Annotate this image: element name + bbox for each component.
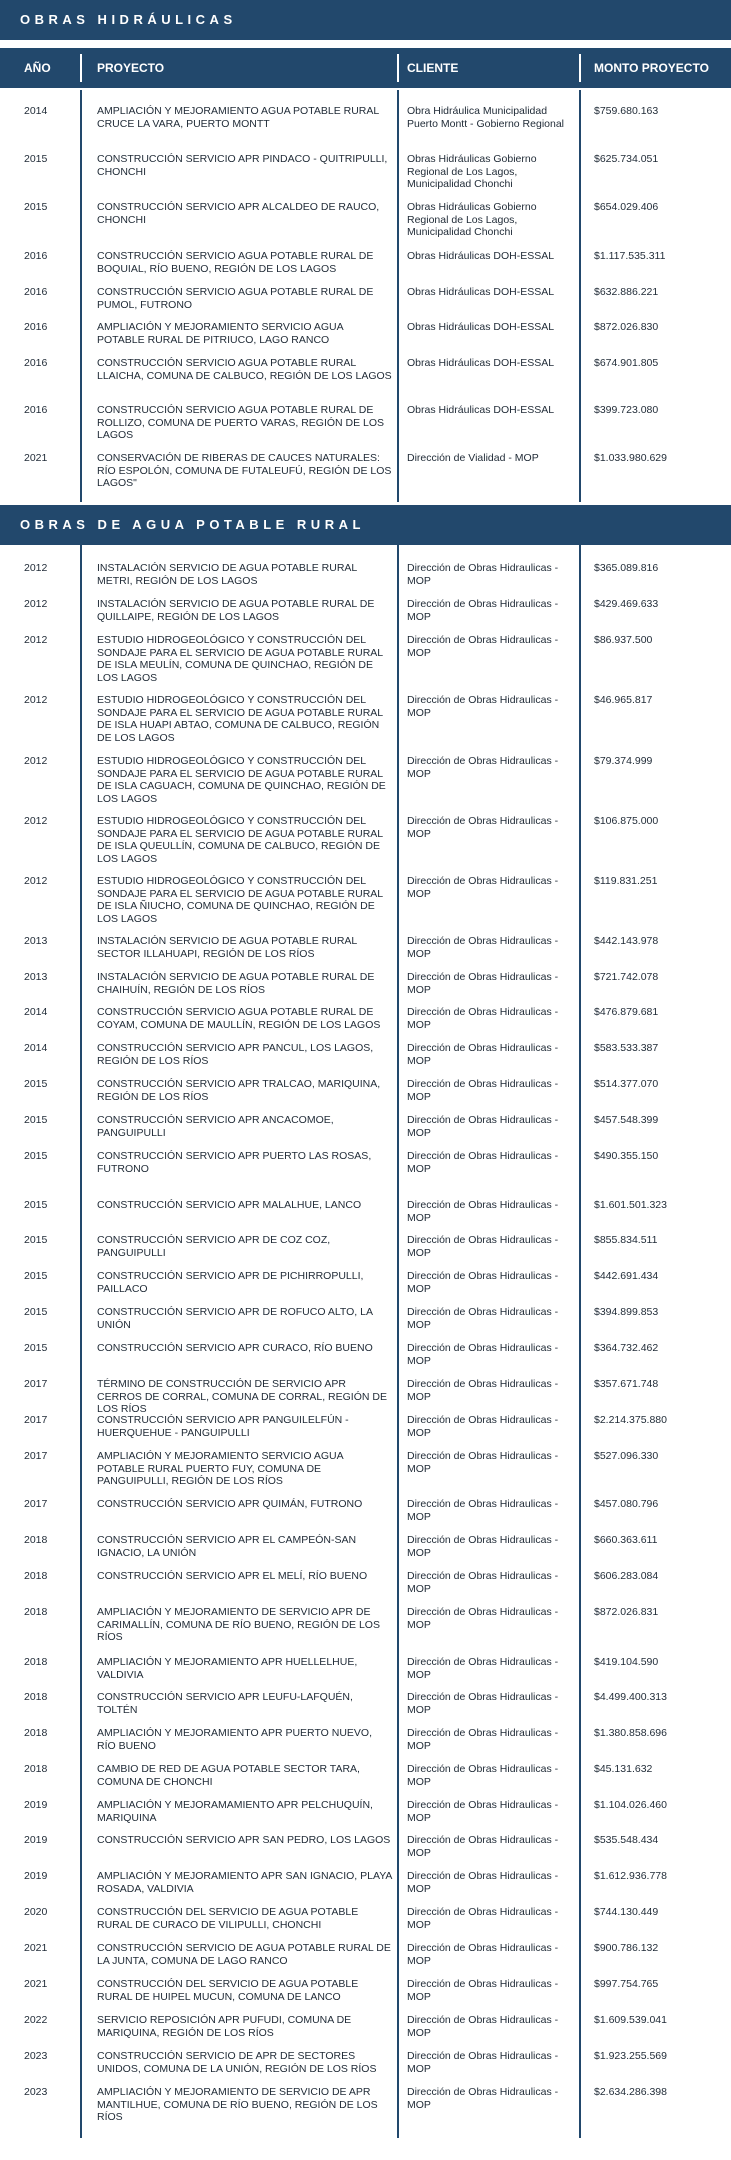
cell-project: AMPLIACIÓN Y MEJORAMIENTO DE SERVICIO APR DE CARIMALLÍN, COMUNA DE RÍO BUENO, REGIÓN DE LOS RÍOS	[97, 1606, 380, 1643]
cell-year: 2015	[24, 153, 48, 165]
cell-year: 2015	[24, 1270, 48, 1282]
cell-year: 2020	[24, 1906, 48, 1918]
cell-amount: $457.548.399	[594, 1114, 659, 1126]
cell-client: Dirección de Obras Hidraulicas - MOP	[407, 1870, 559, 1895]
cell-year: 2017	[24, 1378, 48, 1390]
cell-client: Dirección de Obras Hidraulicas - MOP	[407, 1306, 559, 1331]
cell-year: 2022	[24, 2014, 48, 2026]
cell-year: 2014	[24, 105, 48, 117]
cell-year: 2015	[24, 1234, 48, 1246]
cell-amount: $106.875.000	[594, 815, 659, 827]
cell-client: Dirección de Obras Hidraulicas - MOP	[407, 1942, 559, 1967]
cell-amount: $4.499.400.313	[594, 1691, 667, 1703]
cell-client: Obras Hidráulicas DOH-ESSAL	[407, 286, 555, 298]
header-divider	[579, 54, 581, 82]
cell-year: 2018	[24, 1727, 48, 1739]
cell-project: CONSTRUCCIÓN SERVICIO APR ANCACOMOE, PANGUIPULLI	[97, 1114, 334, 1139]
cell-project: INSTALACIÓN SERVICIO DE AGUA POTABLE RURAL DE QUILLAIPE, REGIÓN DE LOS LAGOS	[97, 598, 375, 623]
cell-year: 2012	[24, 694, 48, 706]
cell-amount: $1.612.936.778	[594, 1870, 667, 1882]
cell-client: Dirección de Obras Hidraulicas - MOP	[407, 1799, 559, 1824]
cell-project: CONSTRUCCIÓN SERVICIO AGUA POTABLE RURAL DE ROLLIZO, COMUNA DE PUERTO VARAS, REGIÓN DE LOS LAGOS	[97, 404, 385, 441]
cell-year: 2016	[24, 250, 48, 262]
cell-amount: $46.965.817	[594, 694, 653, 706]
cell-client: Dirección de Obras Hidraulicas - MOP	[407, 1656, 559, 1681]
cell-amount: $419.104.590	[594, 1656, 659, 1668]
cell-client: Dirección de Obras Hidraulicas - MOP	[407, 1727, 559, 1752]
column-divider	[80, 90, 82, 502]
cell-project: SERVICIO REPOSICIÓN APR PUFUDI, COMUNA DE MARIQUINA, REGIÓN DE LOS RÍOS	[97, 2014, 352, 2039]
cell-amount: $759.680.163	[594, 105, 659, 117]
cell-amount: $674.901.805	[594, 357, 659, 369]
cell-client: Dirección de Obras Hidraulicas - MOP	[407, 562, 559, 587]
column-header-amount: MONTO PROYECTO	[594, 61, 709, 75]
column-divider	[397, 545, 399, 2138]
cell-amount: $855.834.511	[594, 1234, 658, 1246]
cell-project: AMPLIACIÓN Y MEJORAMIENTO APR HUELLELHUE, VALDIVIA	[97, 1656, 358, 1681]
cell-client: Dirección de Obras Hidraulicas - MOP	[407, 1342, 559, 1367]
cell-year: 2018	[24, 1606, 48, 1618]
cell-client: Dirección de Obras Hidraulicas - MOP	[407, 1378, 559, 1403]
cell-project: CONSTRUCCIÓN SERVICIO APR DE COZ COZ, PANGUIPULLI	[97, 1234, 331, 1259]
cell-client: Dirección de Obras Hidraulicas - MOP	[407, 1691, 559, 1716]
cell-amount: $119.831.251	[594, 875, 658, 887]
cell-client: Dirección de Obras Hidraulicas - MOP	[407, 1534, 559, 1559]
cell-year: 2015	[24, 1114, 48, 1126]
cell-year: 2013	[24, 935, 48, 947]
cell-project: CONSTRUCCIÓN SERVICIO APR MALALHUE, LANCO	[97, 1199, 362, 1211]
cell-project: CONSTRUCCIÓN SERVICIO AGUA POTABLE RURAL DE BOQUIAL, RÍO BUENO, REGIÓN DE LOS LAGOS	[97, 250, 374, 275]
cell-project: ESTUDIO HIDROGEOLÓGICO Y CONSTRUCCIÓN DEL SONDAJE PARA EL SERVICIO DE AGUA POTABLE RURAL DE ISLA MEULÍN, COMUNA DE QUINCHAO, REGIÓN DE LOS LAGOS	[97, 634, 383, 684]
cell-amount: $632.886.221	[594, 286, 659, 298]
cell-project: AMPLIACIÓN Y MEJORAMIENTO SERVICIO AGUA POTABLE RURAL PUERTO FUY, COMUNA DE PANGUIPULLI, REGIÓN DE LOS RÍOS	[97, 1450, 344, 1487]
cell-client: Dirección de Obras Hidraulicas - MOP	[407, 1006, 559, 1031]
column-divider	[579, 545, 581, 2138]
cell-amount: $1.380.858.696	[594, 1727, 667, 1739]
header-divider	[80, 54, 82, 82]
cell-year: 2012	[24, 634, 48, 646]
cell-client: Dirección de Obras Hidraulicas - MOP	[407, 935, 559, 960]
cell-project: CONSTRUCCIÓN SERVICIO AGUA POTABLE RURAL LLAICHA, COMUNA DE CALBUCO, REGIÓN DE LOS LAGOS	[97, 357, 392, 382]
cell-project: CONSTRUCCIÓN SERVICIO APR QUIMÁN, FUTRONO	[97, 1498, 363, 1510]
cell-amount: $45.131.632	[594, 1763, 653, 1775]
cell-client: Obras Hidráulicas Gobierno Regional de Los Lagos, Municipalidad Chonchi	[407, 201, 537, 238]
cell-client: Dirección de Obras Hidraulicas - MOP	[407, 1199, 559, 1224]
cell-year: 2014	[24, 1006, 48, 1018]
cell-amount: $429.469.633	[594, 598, 659, 610]
cell-amount: $2.634.286.398	[594, 2086, 667, 2098]
cell-amount: $606.283.084	[594, 1570, 659, 1582]
cell-year: 2019	[24, 1799, 48, 1811]
cell-project: ESTUDIO HIDROGEOLÓGICO Y CONSTRUCCIÓN DEL SONDAJE PARA EL SERVICIO DE AGUA POTABLE RURAL DE ISLA CAGUACH, COMUNA DE QUINCHAO, REGIÓN DE LOS LAGOS	[97, 755, 386, 805]
cell-client: Dirección de Obras Hidraulicas - MOP	[407, 1150, 559, 1175]
cell-project: CONSTRUCCIÓN SERVICIO APR DE ROFUCO ALTO, LA UNIÓN	[97, 1306, 373, 1331]
cell-project: ESTUDIO HIDROGEOLÓGICO Y CONSTRUCCIÓN DEL SONDAJE PARA EL SERVICIO DE AGUA POTABLE RURAL DE ISLA ÑIUCHO, COMUNA DE QUINCHAO, REGIÓN DE LOS LAGOS	[97, 875, 383, 925]
cell-amount: $365.089.816	[594, 562, 659, 574]
cell-year: 2016	[24, 321, 48, 333]
cell-client: Dirección de Obras Hidraulicas - MOP	[407, 1570, 559, 1595]
cell-year: 2021	[24, 1978, 48, 1990]
cell-year: 2013	[24, 971, 48, 983]
cell-year: 2015	[24, 1342, 48, 1354]
cell-project: CAMBIO DE RED DE AGUA POTABLE SECTOR TARA, COMUNA DE CHONCHI	[97, 1763, 360, 1788]
cell-client: Dirección de Obras Hidraulicas - MOP	[407, 1042, 559, 1067]
cell-amount: $660.363.611	[594, 1534, 658, 1546]
cell-client: Dirección de Obras Hidraulicas - MOP	[407, 598, 559, 623]
cell-client: Obras Hidráulicas Gobierno Regional de Los Lagos, Municipalidad Chonchi	[407, 153, 537, 190]
cell-client: Dirección de Obras Hidraulicas - MOP	[407, 2014, 559, 2039]
cell-project: CONSTRUCCIÓN SERVICIO APR ALCALDEO DE RAUCO, CHONCHI	[97, 201, 380, 226]
cell-year: 2012	[24, 815, 48, 827]
cell-project: CONSTRUCCIÓN SERVICIO APR PINDACO - QUITRIPULLI, CHONCHI	[97, 153, 388, 178]
cell-project: AMPLIACIÓN Y MEJORAMIENTO APR SAN IGNACIO, PLAYA ROSADA, VALDIVIA	[97, 1870, 392, 1895]
cell-amount: $1.117.535.311	[594, 250, 666, 262]
cell-project: CONSTRUCCIÓN SERVICIO APR EL MELÍ, RÍO BUENO	[97, 1570, 368, 1582]
cell-amount: $514.377.070	[594, 1078, 659, 1090]
cell-amount: $535.548.434	[594, 1834, 659, 1846]
cell-year: 2023	[24, 2050, 48, 2062]
cell-project: INSTALACIÓN SERVICIO DE AGUA POTABLE RURAL METRI, REGIÓN DE LOS LAGOS	[97, 562, 357, 587]
cell-amount: $2.214.375.880	[594, 1414, 667, 1426]
cell-amount: $1.104.026.460	[594, 1799, 667, 1811]
cell-year: 2015	[24, 201, 48, 213]
column-header-client: CLIENTE	[407, 61, 459, 75]
cell-amount: $872.026.831	[594, 1606, 659, 1618]
cell-amount: $357.671.748	[594, 1378, 659, 1390]
cell-client: Dirección de Obras Hidraulicas - MOP	[407, 971, 559, 996]
cell-project: ESTUDIO HIDROGEOLÓGICO Y CONSTRUCCIÓN DEL SONDAJE PARA EL SERVICIO DE AGUA POTABLE RURAL DE ISLA QUEULLÍN, COMUNA DE CALBUCO, REGIÓN DE LOS LAGOS	[97, 815, 383, 865]
cell-project: AMPLIACIÓN Y MEJORAMIENTO APR PUERTO NUEVO, RÍO BUENO	[97, 1727, 373, 1752]
cell-project: INSTALACIÓN SERVICIO DE AGUA POTABLE RURAL DE CHAIHUÍN, REGIÓN DE LOS RÍOS	[97, 971, 375, 996]
cell-year: 2018	[24, 1691, 48, 1703]
cell-client: Dirección de Obras Hidraulicas - MOP	[407, 1078, 559, 1103]
cell-year: 2012	[24, 875, 48, 887]
cell-amount: $457.080.796	[594, 1498, 659, 1510]
cell-project: CONSTRUCCIÓN SERVICIO AGUA POTABLE RURAL DE COYAM, COMUNA DE MAULLÍN, REGIÓN DE LOS LAGOS	[97, 1006, 381, 1031]
cell-client: Dirección de Obras Hidraulicas - MOP	[407, 1763, 559, 1788]
cell-year: 2018	[24, 1656, 48, 1668]
cell-amount: $997.754.765	[594, 1978, 659, 1990]
cell-client: Dirección de Obras Hidraulicas - MOP	[407, 755, 559, 780]
cell-amount: $900.786.132	[594, 1942, 659, 1954]
cell-year: 2012	[24, 598, 48, 610]
cell-project: AMPLIACIÓN Y MEJORAMIENTO SERVICIO AGUA POTABLE RURAL DE PITRIUCO, LAGO RANCO	[97, 321, 344, 346]
cell-project: CONSTRUCCIÓN SERVICIO APR TRALCAO, MARIQUINA, REGIÓN DE LOS RÍOS	[97, 1078, 381, 1103]
cell-year: 2017	[24, 1450, 48, 1462]
cell-project: AMPLIACIÓN Y MEJORAMIENTO AGUA POTABLE RURAL CRUCE LA VARA, PUERTO MONTT	[97, 105, 379, 130]
cell-amount: $527.096.330	[594, 1450, 659, 1462]
cell-amount: $394.899.853	[594, 1306, 659, 1318]
cell-amount: $442.143.978	[594, 935, 659, 947]
column-header-project: PROYECTO	[97, 61, 165, 75]
cell-amount: $399.723.080	[594, 404, 659, 416]
cell-client: Dirección de Obras Hidraulicas - MOP	[407, 1978, 559, 2003]
cell-year: 2015	[24, 1078, 48, 1090]
cell-year: 2012	[24, 562, 48, 574]
cell-project: CONSTRUCCIÓN SERVICIO APR CURACO, RÍO BUENO	[97, 1342, 373, 1354]
cell-amount: $1.923.255.569	[594, 2050, 667, 2062]
cell-amount: $364.732.462	[594, 1342, 659, 1354]
cell-project: ESTUDIO HIDROGEOLÓGICO Y CONSTRUCCIÓN DEL SONDAJE PARA EL SERVICIO DE AGUA POTABLE RURAL DE ISLA HUAPI ABTAO, COMUNA DE CALBUCO, REGIÓN DE LOS LAGOS	[97, 694, 383, 744]
cell-project: CONSTRUCCIÓN SERVICIO APR SAN PEDRO, LOS LAGOS	[97, 1834, 391, 1846]
cell-client: Obras Hidráulicas DOH-ESSAL	[407, 250, 555, 262]
cell-client: Obras Hidráulicas DOH-ESSAL	[407, 357, 555, 369]
cell-amount: $1.609.539.041	[594, 2014, 667, 2026]
cell-amount: $442.691.434	[594, 1270, 659, 1282]
cell-client: Dirección de Obras Hidraulicas - MOP	[407, 2050, 559, 2075]
cell-year: 2016	[24, 357, 48, 369]
cell-project: INSTALACIÓN SERVICIO DE AGUA POTABLE RURAL SECTOR ILLAHUAPI, REGIÓN DE LOS RÍOS	[97, 935, 357, 960]
cell-year: 2012	[24, 755, 48, 767]
cell-project: AMPLIACIÓN Y MEJORAMAMIENTO APR PELCHUQUÍN, MARIQUINA	[97, 1799, 373, 1824]
cell-project: CONSTRUCCIÓN SERVICIO DE APR DE SECTORES UNIDOS, COMUNA DE LA UNIÓN, REGIÓN DE LOS RÍOS	[97, 2050, 377, 2075]
cell-year: 2019	[24, 1870, 48, 1882]
cell-client: Dirección de Obras Hidraulicas - MOP	[407, 1414, 559, 1439]
cell-amount: $476.879.681	[594, 1006, 659, 1018]
cell-amount: $654.029.406	[594, 201, 659, 213]
cell-project: CONSTRUCCIÓN SERVICIO APR PUERTO LAS ROSAS, FUTRONO	[97, 1150, 372, 1175]
section-title: OBRAS HIDRÁULICAS	[20, 12, 237, 27]
cell-project: CONSTRUCCIÓN SERVICIO AGUA POTABLE RURAL DE PUMOL, FUTRONO	[97, 286, 374, 311]
cell-project: CONSTRUCCIÓN SERVICIO APR PANCUL, LOS LAGOS, REGIÓN DE LOS RÍOS	[97, 1042, 374, 1067]
column-header-year: AÑO	[24, 61, 51, 75]
cell-client: Dirección de Vialidad - MOP	[407, 452, 539, 464]
cell-year: 2018	[24, 1534, 48, 1546]
cell-project: CONSTRUCCIÓN SERVICIO DE AGUA POTABLE RURAL DE LA JUNTA, COMUNA DE LAGO RANCO	[97, 1942, 391, 1967]
cell-client: Dirección de Obras Hidraulicas - MOP	[407, 1834, 559, 1859]
cell-client: Dirección de Obras Hidraulicas - MOP	[407, 1498, 559, 1523]
column-divider	[397, 90, 399, 502]
cell-project: AMPLIACIÓN Y MEJORAMIENTO DE SERVICIO DE APR MANTILHUE, COMUNA DE RÍO BUENO, REGIÓN DE LOS RÍOS	[97, 2086, 378, 2123]
cell-client: Obras Hidráulicas DOH-ESSAL	[407, 404, 555, 416]
section-title-bar	[0, 0, 731, 40]
cell-amount: $625.734.051	[594, 153, 659, 165]
cell-client: Dirección de Obras Hidraulicas - MOP	[407, 815, 559, 840]
cell-year: 2015	[24, 1199, 48, 1211]
cell-amount: $86.937.500	[594, 634, 653, 646]
cell-client: Obras Hidráulicas DOH-ESSAL	[407, 321, 555, 333]
cell-project: CONSTRUCCIÓN SERVICIO APR PANGUILELFÚN - HUERQUEHUE - PANGUIPULLI	[97, 1414, 349, 1439]
cell-amount: $583.533.387	[594, 1042, 659, 1054]
cell-client: Dirección de Obras Hidraulicas - MOP	[407, 634, 559, 659]
cell-year: 2023	[24, 2086, 48, 2098]
cell-year: 2021	[24, 452, 48, 464]
cell-amount: $744.130.449	[594, 1906, 659, 1918]
cell-project: CONSTRUCCIÓN SERVICIO APR EL CAMPEÓN-SAN IGNACIO, LA UNIÓN	[97, 1534, 357, 1559]
cell-client: Dirección de Obras Hidraulicas - MOP	[407, 1270, 559, 1295]
cell-client: Dirección de Obras Hidraulicas - MOP	[407, 1234, 559, 1259]
cell-year: 2021	[24, 1942, 48, 1954]
section-title: OBRAS DE AGUA POTABLE RURAL	[20, 517, 365, 532]
cell-amount: $1.033.980.629	[594, 452, 667, 464]
cell-project: CONSTRUCCIÓN SERVICIO APR LEUFU-LAFQUÉN, TOLTÉN	[97, 1691, 353, 1716]
column-divider	[579, 90, 581, 502]
cell-year: 2014	[24, 1042, 48, 1054]
column-divider	[80, 545, 82, 2138]
cell-client: Dirección de Obras Hidraulicas - MOP	[407, 1606, 559, 1631]
cell-year: 2018	[24, 1570, 48, 1582]
cell-amount: $79.374.999	[594, 755, 653, 767]
cell-year: 2015	[24, 1306, 48, 1318]
cell-client: Dirección de Obras Hidraulicas - MOP	[407, 1114, 559, 1139]
cell-project: CONSTRUCCIÓN SERVICIO APR DE PICHIRROPULLI, PAILLACO	[97, 1270, 364, 1295]
header-divider	[397, 54, 399, 82]
cell-year: 2015	[24, 1150, 48, 1162]
cell-project: CONSERVACIÓN DE RIBERAS DE CAUCES NATURALES: RÍO ESPOLÓN, COMUNA DE FUTALEUFÚ, REGIÓN DE LOS LAGOS"	[97, 452, 392, 489]
cell-year: 2017	[24, 1498, 48, 1510]
cell-project: CONSTRUCCIÓN DEL SERVICIO DE AGUA POTABLE RURAL DE HUIPEL MUCUN, COMUNA DE LANCO	[97, 1978, 359, 2003]
cell-project: TÉRMINO DE CONSTRUCCIÓN DE SERVICIO APR CERROS DE CORRAL, COMUNA DE CORRAL, REGIÓN DE LOS RÍOS	[97, 1378, 387, 1415]
cell-project: CONSTRUCCIÓN DEL SERVICIO DE AGUA POTABLE RURAL DE CURACO DE VILIPULLI, CHONCHI	[97, 1906, 359, 1931]
cell-amount: $490.355.150	[594, 1150, 659, 1162]
cell-client: Dirección de Obras Hidraulicas - MOP	[407, 1906, 559, 1931]
cell-client: Dirección de Obras Hidraulicas - MOP	[407, 875, 559, 900]
cell-year: 2016	[24, 286, 48, 298]
cell-client: Dirección de Obras Hidraulicas - MOP	[407, 2086, 559, 2111]
cell-amount: $872.026.830	[594, 321, 659, 333]
cell-client: Obra Hidráulica Municipalidad Puerto Montt - Gobierno Regional	[407, 105, 565, 130]
cell-amount: $721.742.078	[594, 971, 659, 983]
section-title-bar	[0, 505, 731, 545]
cell-amount: $1.601.501.323	[594, 1199, 667, 1211]
table-header	[0, 48, 731, 88]
cell-year: 2016	[24, 404, 48, 416]
cell-client: Dirección de Obras Hidraulicas - MOP	[407, 694, 559, 719]
cell-year: 2019	[24, 1834, 48, 1846]
cell-year: 2018	[24, 1763, 48, 1775]
cell-year: 2017	[24, 1414, 48, 1426]
cell-client: Dirección de Obras Hidraulicas - MOP	[407, 1450, 559, 1475]
